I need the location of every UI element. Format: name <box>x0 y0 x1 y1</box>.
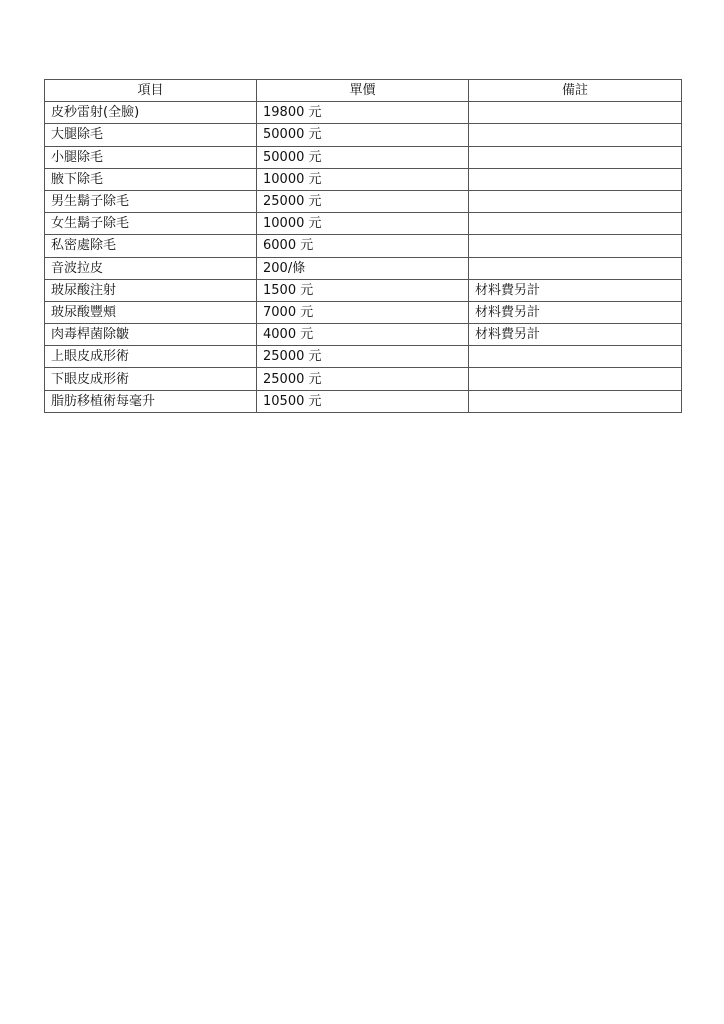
item-cell: 皮秒雷射(全臉) <box>45 102 257 124</box>
table-row <box>45 279 682 301</box>
table-row <box>45 257 682 279</box>
item-cell: 肉毒桿菌除皺 <box>45 324 257 346</box>
note-cell: 材料費另計 <box>469 279 682 301</box>
note-cell <box>469 190 682 212</box>
table-row <box>45 168 682 190</box>
price-cell: 7000 元 <box>257 301 469 323</box>
price-cell: 25000 元 <box>257 368 469 390</box>
item-cell: 玻尿酸注射 <box>45 279 257 301</box>
table-row <box>45 102 682 124</box>
price-cell: 4000 元 <box>257 324 469 346</box>
note-cell: 材料費另計 <box>469 324 682 346</box>
header-price: 單價 <box>257 80 469 102</box>
note-cell: 材料費另計 <box>469 301 682 323</box>
price-cell: 25000 元 <box>257 346 469 368</box>
item-cell: 男生鬍子除毛 <box>45 190 257 212</box>
note-cell <box>469 213 682 235</box>
item-cell: 上眼皮成形術 <box>45 346 257 368</box>
price-cell: 50000 元 <box>257 146 469 168</box>
price-cell: 25000 元 <box>257 190 469 212</box>
item-cell: 小腿除毛 <box>45 146 257 168</box>
price-cell: 10500 元 <box>257 390 469 412</box>
item-cell: 脂肪移植術每毫升 <box>45 390 257 412</box>
item-cell: 大腿除毛 <box>45 124 257 146</box>
item-cell: 腋下除毛 <box>45 168 257 190</box>
note-cell <box>469 124 682 146</box>
item-cell: 玻尿酸豐頰 <box>45 301 257 323</box>
price-cell: 6000 元 <box>257 235 469 257</box>
table-header <box>45 80 682 102</box>
table-row <box>45 324 682 346</box>
note-cell <box>469 368 682 390</box>
price-cell: 10000 元 <box>257 168 469 190</box>
item-cell: 私密處除毛 <box>45 235 257 257</box>
price-cell: 1500 元 <box>257 279 469 301</box>
note-cell <box>469 346 682 368</box>
note-cell <box>469 102 682 124</box>
note-cell <box>469 235 682 257</box>
item-cell: 音波拉皮 <box>45 257 257 279</box>
price-cell: 50000 元 <box>257 124 469 146</box>
table-row <box>45 368 682 390</box>
table-row <box>45 146 682 168</box>
note-cell <box>469 257 682 279</box>
header-item: 項目 <box>45 80 257 102</box>
item-cell: 下眼皮成形術 <box>45 368 257 390</box>
table-row <box>45 235 682 257</box>
table-row <box>45 213 682 235</box>
price-table <box>44 79 682 413</box>
table-row <box>45 124 682 146</box>
table-body <box>45 102 682 413</box>
table-row <box>45 301 682 323</box>
item-cell: 女生鬍子除毛 <box>45 213 257 235</box>
price-cell: 200/條 <box>257 257 469 279</box>
table-row <box>45 346 682 368</box>
table-row <box>45 190 682 212</box>
note-cell <box>469 390 682 412</box>
price-cell: 10000 元 <box>257 213 469 235</box>
header-note: 備註 <box>469 80 682 102</box>
price-cell: 19800 元 <box>257 102 469 124</box>
note-cell <box>469 168 682 190</box>
note-cell <box>469 146 682 168</box>
header-row <box>45 80 682 102</box>
table-row <box>45 390 682 412</box>
